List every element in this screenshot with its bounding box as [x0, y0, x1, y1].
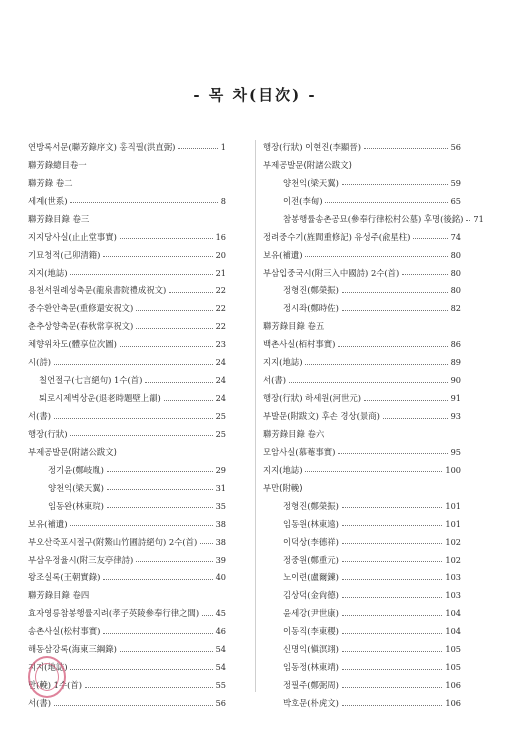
toc-section-heading — [263, 479, 461, 497]
dot-leader — [70, 669, 212, 670]
toc-entry-title: 부오산죽포시절구(附鰲山竹圃詩絕句) 2수(首) — [28, 536, 198, 547]
toc-entry — [28, 622, 226, 640]
dot-leader — [120, 238, 213, 239]
toc-entry — [28, 694, 226, 712]
toc-entry-title: 이덕상(李德祥) — [283, 536, 339, 547]
toc-entry-title: 모암사실(慕菴事實) — [263, 446, 336, 457]
dot-leader — [107, 471, 213, 472]
toc-page-number: 100 — [445, 464, 461, 475]
toc-page-number: 20 — [215, 249, 226, 260]
toc-page-number: 24 — [215, 375, 226, 386]
toc-page-number: 25 — [215, 428, 226, 439]
dot-leader — [305, 256, 447, 257]
toc-right-column — [263, 138, 484, 712]
dot-leader — [342, 561, 442, 562]
toc-page-number: 105 — [445, 644, 461, 655]
toc-page-number: 8 — [220, 195, 226, 206]
toc-section-heading — [28, 586, 226, 604]
toc-page-number: 23 — [215, 339, 226, 350]
toc-entry — [263, 658, 461, 676]
toc-entry-title: 중수환안축문(重修還安祝文) — [28, 303, 134, 314]
toc-entry-title: 정중원(鄭重元) — [283, 554, 339, 565]
dot-leader — [164, 400, 213, 401]
dot-leader — [136, 310, 212, 311]
toc-page-number: 24 — [215, 393, 226, 404]
toc-entry — [263, 515, 461, 533]
toc-page-number: 80 — [450, 267, 461, 278]
toc-entry — [263, 443, 461, 461]
toc-entry-title: 김상덕(金尙德) — [283, 590, 339, 601]
dot-leader — [383, 418, 448, 419]
toc-entry — [28, 604, 226, 622]
toc-page-number: 45 — [215, 608, 226, 619]
toc-page-number: 71 — [473, 213, 484, 224]
toc-page-number: 22 — [215, 321, 226, 332]
dot-leader — [325, 202, 447, 203]
toc-entry — [28, 282, 226, 300]
toc-entry — [28, 264, 226, 282]
toc-entry-title: 이전(李甸) — [283, 195, 323, 206]
toc-page-number: 46 — [215, 626, 226, 637]
toc-entry — [263, 246, 461, 264]
toc-page-number: 105 — [445, 662, 461, 673]
toc-page-number: 103 — [445, 572, 461, 583]
dot-leader — [342, 615, 442, 616]
toc-page-number: 40 — [215, 572, 226, 583]
dot-leader — [342, 310, 448, 311]
dot-leader — [136, 328, 212, 329]
toc-section-heading — [263, 317, 461, 335]
toc-entry-title: 정시좌(鄭時佐) — [283, 303, 339, 314]
toc-page-number: 21 — [215, 267, 226, 278]
dot-leader — [402, 274, 447, 275]
dot-leader — [54, 418, 213, 419]
toc-page-number: 35 — [215, 500, 226, 511]
toc-entry — [263, 335, 461, 353]
dot-leader — [364, 400, 448, 401]
toc-entry — [263, 282, 461, 300]
toc-entry-title: 보유(補遺) — [263, 249, 303, 260]
dot-leader — [200, 543, 212, 544]
toc-page-number: 55 — [215, 680, 226, 691]
dot-leader — [342, 507, 442, 508]
toc-entry — [263, 676, 461, 694]
toc-entry-title: 이동직(李東稷) — [283, 626, 339, 637]
dot-leader — [70, 525, 212, 526]
toc-entry-title: 임동완(林東琓) — [48, 500, 104, 511]
toc-entry-title: 聯芳錄目錄 卷四 — [28, 590, 90, 601]
toc-entry — [28, 461, 226, 479]
toc-page-number: 39 — [215, 554, 226, 565]
toc-entry — [263, 586, 461, 604]
toc-entry-title: 백촌사실(栢村事實) — [263, 339, 336, 350]
toc-page-number: 80 — [450, 249, 461, 260]
toc-page-number: 1 — [220, 141, 226, 152]
toc-entry-title: 임동정(林東靖) — [283, 662, 339, 673]
dot-leader — [70, 202, 217, 203]
dot-leader — [342, 579, 442, 580]
toc-entry-title: 지지(地誌) — [28, 267, 68, 278]
dot-leader — [120, 346, 213, 347]
toc-entry — [263, 192, 461, 210]
dot-leader — [342, 687, 442, 688]
toc-entry — [263, 210, 484, 228]
toc-entry-title: 참봉행률송촌공묘(參奉行律松村公墓) 후명(後銘) — [283, 213, 464, 224]
toc-entry-title: 임동원(林東遠) — [283, 518, 339, 529]
dot-leader — [107, 507, 213, 508]
toc-entry-title: 서(書) — [28, 698, 51, 709]
dot-leader — [178, 148, 217, 149]
dot-leader — [202, 615, 212, 616]
toc-entry — [28, 389, 226, 407]
toc-page-number: 22 — [215, 285, 226, 296]
toc-entry — [28, 138, 226, 156]
dot-leader — [342, 705, 442, 706]
toc-page-number: 80 — [450, 285, 461, 296]
toc-entry — [28, 299, 226, 317]
toc-entry-title: 양천익(梁天翼) — [283, 177, 339, 188]
toc-entry — [263, 461, 461, 479]
toc-entry — [263, 640, 461, 658]
dot-leader — [103, 579, 212, 580]
toc-entry — [263, 228, 461, 246]
dot-leader — [54, 364, 213, 365]
toc-entry-title: 정형진(鄭榮振) — [283, 500, 339, 511]
toc-page-number: 54 — [215, 644, 226, 655]
toc-page-number: 56 — [450, 141, 461, 152]
toc-entry-title: 퇴로시제벽상운(退老時題壁上韻) — [39, 393, 161, 404]
toc-section-heading — [263, 156, 461, 174]
toc-page-number: 102 — [445, 554, 461, 565]
toc-page-number: 16 — [215, 231, 226, 242]
dot-leader — [413, 238, 447, 239]
toc-entry — [263, 353, 461, 371]
dot-leader — [342, 543, 442, 544]
toc-page-number: 24 — [215, 357, 226, 368]
toc-entry-title: 지지(地誌) — [263, 357, 303, 368]
toc-entry-title: 윤세강(尹世康) — [283, 608, 339, 619]
toc-entry-title: 체향위차도(體享位次圖) — [28, 339, 117, 350]
toc-entry — [263, 551, 461, 569]
dot-leader — [342, 633, 442, 634]
toc-page-number: 101 — [445, 518, 461, 529]
toc-page-number: 101 — [445, 500, 461, 511]
dot-leader — [70, 274, 212, 275]
toc-entry-title: 세계(世系) — [28, 195, 68, 206]
toc-entry-title: 행장(行狀) 하세원(河世元) — [263, 393, 362, 404]
toc-entry-title: 부제공발문(附諸公跋文) — [28, 446, 117, 457]
toc-entry-title: 칠언절구(七言絕句) 1수(首) — [39, 375, 143, 386]
toc-page-number: 103 — [445, 590, 461, 601]
toc-entry — [263, 533, 461, 551]
dot-leader — [305, 364, 447, 365]
toc-entry — [28, 479, 226, 497]
toc-page-number: 38 — [215, 518, 226, 529]
toc-entry-title: 시(詩) — [28, 357, 51, 368]
toc-entry-title: 해동삼강록(海東三綱錄) — [28, 644, 117, 655]
dot-leader — [342, 651, 442, 652]
toc-page-number: 86 — [450, 339, 461, 350]
toc-entry — [263, 138, 461, 156]
toc-page-number: 93 — [450, 411, 461, 422]
toc-page-number: 91 — [450, 393, 461, 404]
toc-entry-title: 왕조실록(王朝實錄) — [28, 572, 101, 583]
toc-entry — [28, 640, 226, 658]
toc-entry — [28, 533, 226, 551]
toc-entry-title: 춘추상향축문(春秋常享祝文) — [28, 321, 134, 332]
toc-page-number: 38 — [215, 536, 226, 547]
toc-page-number: 95 — [450, 446, 461, 457]
dot-leader — [364, 148, 448, 149]
toc-entry-title: 효자영릉참봉행률지려(孝子英陵參奉行律之閭) — [28, 608, 200, 619]
toc-entry-title: 양천익(梁天翼) — [48, 482, 104, 493]
toc-entry-title: 聯芳錄目錄 卷三 — [28, 213, 90, 224]
toc-page-number: 104 — [445, 626, 461, 637]
toc-page-number: 31 — [215, 482, 226, 493]
toc-entry-title: 부제공발문(附諸公跋文) — [263, 159, 352, 170]
dot-leader — [85, 687, 213, 688]
toc-section-heading — [28, 443, 226, 461]
dot-leader — [338, 453, 447, 454]
toc-entry — [263, 299, 461, 317]
toc-entry — [28, 569, 226, 587]
dot-leader — [342, 525, 442, 526]
dot-leader — [305, 471, 442, 472]
toc-section-heading — [28, 210, 226, 228]
dot-leader — [169, 292, 212, 293]
toc-entry — [28, 317, 226, 335]
toc-entry — [263, 407, 461, 425]
toc-section-heading — [263, 425, 461, 443]
toc-page-number: 82 — [450, 303, 461, 314]
toc-page-number: 102 — [445, 536, 461, 547]
toc-entry-title: 보유(補遺) — [28, 518, 68, 529]
toc-page-number: 74 — [450, 231, 461, 242]
toc-entry-title: 부삼우정율시(附三友亭律詩) — [28, 554, 134, 565]
toc-entry-title: 서(書) — [263, 375, 286, 386]
toc-entry — [263, 371, 461, 389]
toc-page-number: 29 — [215, 464, 226, 475]
toc-entry-title: 행장(行狀) 이현진(李顯晉) — [263, 141, 362, 152]
toc-entry-title: 신명익(愼溟翊) — [283, 644, 339, 655]
toc-entry-title: 聯芳錄總目卷一 — [28, 159, 87, 170]
toc-entry-title: 부삼입중국시(附三入中國詩) 2수(首) — [263, 267, 400, 278]
toc-entry — [263, 694, 461, 712]
toc-entry — [28, 228, 226, 246]
toc-entry — [28, 192, 226, 210]
toc-entry — [263, 569, 461, 587]
toc-page-number: 22 — [215, 303, 226, 314]
dot-leader — [136, 561, 212, 562]
toc-entry — [28, 407, 226, 425]
toc-left-column — [28, 138, 226, 712]
toc-entry-title: 聯芳錄目錄 卷六 — [263, 428, 325, 439]
dot-leader — [342, 184, 448, 185]
toc-entry-title: 聯芳錄 卷二 — [28, 177, 73, 188]
toc-entry-title: 지지(地誌) — [263, 464, 303, 475]
red-seal-stamp — [28, 656, 66, 698]
dot-leader — [103, 633, 212, 634]
column-divider — [255, 140, 256, 692]
toc-section-heading — [28, 156, 226, 174]
toc-entry — [28, 497, 226, 515]
toc-entry-title: 노이련(盧爾鍊) — [283, 572, 339, 583]
toc-entry-title: 지지당사실(止止堂事實) — [28, 231, 117, 242]
toc-entry-title: 송촌사실(松村事實) — [28, 626, 101, 637]
toc-entry-title: 만(輓) 1수(首) — [28, 680, 82, 691]
toc-entry-title: 연방록서문(聯芳錄序文) 홍직필(洪直弼) — [28, 141, 176, 152]
toc-entry — [263, 264, 461, 282]
dot-leader — [338, 346, 447, 347]
toc-entry-title: 행장(行狀) — [28, 428, 68, 439]
toc-page-number: 106 — [445, 698, 461, 709]
toc-page-number: 25 — [215, 411, 226, 422]
toc-entry-title: 서(書) — [28, 411, 51, 422]
dot-leader — [342, 597, 442, 598]
toc-entry — [28, 425, 226, 443]
dot-leader — [54, 705, 213, 706]
toc-entry-title: 정형진(鄭榮振) — [283, 285, 339, 296]
toc-entry-title: 정필주(鄭弼周) — [283, 680, 339, 691]
toc-entry-title: 부만(附輓) — [263, 482, 303, 493]
dot-leader — [466, 220, 470, 221]
toc-page-number: 59 — [450, 177, 461, 188]
toc-entry-title: 지지(地誌) — [28, 662, 68, 673]
dot-leader — [342, 669, 442, 670]
dot-leader — [107, 489, 213, 490]
toc-entry — [28, 335, 226, 353]
toc-entry-title: 박호문(朴虎文) — [283, 698, 339, 709]
toc-entry — [28, 246, 226, 264]
toc-entry — [263, 622, 461, 640]
page-title: - 목 차(目次) - — [193, 86, 317, 104]
toc-entry — [263, 497, 461, 515]
toc-entry — [263, 604, 461, 622]
toc-page-number: 90 — [450, 375, 461, 386]
dot-leader — [145, 382, 212, 383]
dot-leader — [103, 256, 212, 257]
toc-page-number: 56 — [215, 698, 226, 709]
toc-section-heading — [28, 174, 226, 192]
dot-leader — [342, 292, 448, 293]
toc-entry — [263, 389, 461, 407]
toc-entry-title: 부발문(附跋文) 후손 경상(景商) — [263, 411, 380, 422]
toc-entry-title: 용천서원례성축문(龍泉書院禮成祝文) — [28, 285, 167, 296]
toc-page-number: 54 — [215, 662, 226, 673]
dot-leader — [120, 651, 213, 652]
toc-entry — [28, 353, 226, 371]
toc-entry — [263, 174, 461, 192]
dot-leader — [70, 435, 212, 436]
dot-leader — [289, 382, 448, 383]
toc-entry-title: 기묘청적(己卯清籍) — [28, 249, 101, 260]
toc-page-number: 89 — [450, 357, 461, 368]
toc-page-number: 106 — [445, 680, 461, 691]
toc-entry-title: 정려중수기(旌閭重修記) 유성주(兪星柱) — [263, 231, 411, 242]
toc-entry — [28, 551, 226, 569]
toc-entry-title: 聯芳錄目錄 卷五 — [263, 321, 325, 332]
toc-page-number: 65 — [450, 195, 461, 206]
toc-page-number: 104 — [445, 608, 461, 619]
toc-entry — [28, 371, 226, 389]
toc-entry-title: 정기윤(鄭岐胤) — [48, 464, 104, 475]
toc-entry — [28, 515, 226, 533]
